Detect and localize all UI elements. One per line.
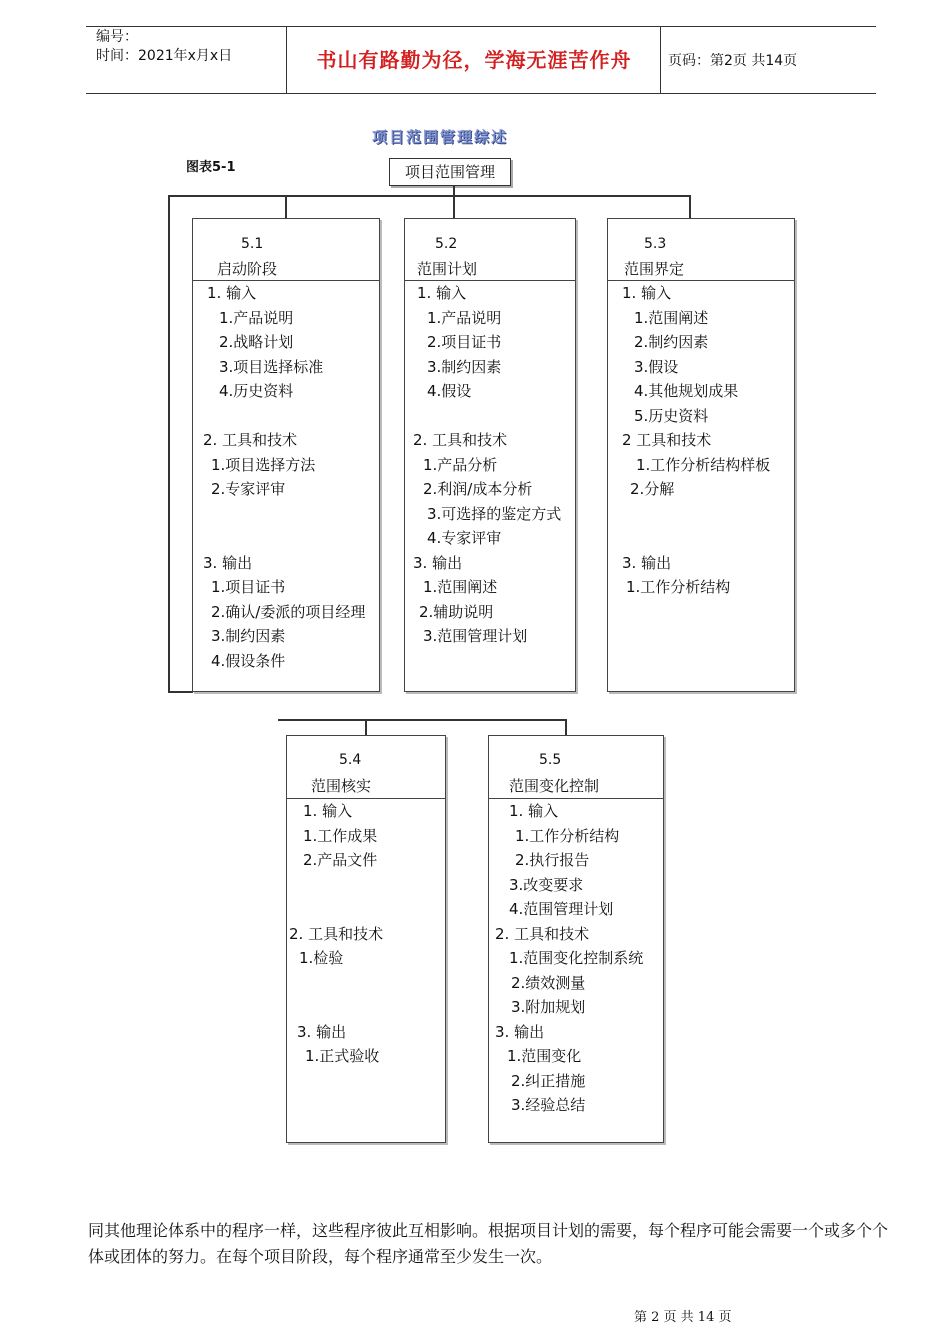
process-box-head <box>489 736 663 799</box>
figure-label: 图表5-1 <box>186 160 236 175</box>
process-number: 5.3 <box>644 236 667 252</box>
list-item: 2.执行报告 <box>515 851 590 869</box>
spacer <box>287 971 383 996</box>
list-item: 1.范围阐述 <box>634 308 709 327</box>
connector-to-5-2 <box>453 195 455 219</box>
connector-to-5-5 <box>565 719 567 736</box>
header-top-rule <box>86 26 876 27</box>
process-body <box>405 281 561 649</box>
process-box-5-2 <box>404 218 576 692</box>
list-item: 3.范围管理计划 <box>423 627 528 645</box>
spacer <box>287 873 383 898</box>
list-item: 2.绩效测量 <box>511 973 586 992</box>
process-name: 范围计划 <box>417 260 478 278</box>
process-box-5-1 <box>192 218 380 692</box>
list-item: 1.工作分析结构 <box>626 578 731 596</box>
connector-top-bar <box>168 195 690 197</box>
list-item: 3. 输出 <box>495 1022 545 1041</box>
connector-left-rail <box>168 195 170 692</box>
list-item: 1. 输入 <box>509 802 559 820</box>
process-body <box>287 799 383 1069</box>
spacer <box>608 502 770 527</box>
connector-to-5-3 <box>689 195 691 219</box>
list-item: 1. 输入 <box>622 284 672 302</box>
list-item: 4.范围管理计划 <box>509 900 614 918</box>
list-item: 1.工作成果 <box>303 826 378 845</box>
process-box-head <box>287 736 445 799</box>
list-item: 1.范围阐述 <box>423 578 498 596</box>
list-item: 2. 工具和技术 <box>413 431 508 449</box>
process-name: 范围变化控制 <box>509 777 600 795</box>
list-item: 1.工作分析结构样板 <box>636 455 771 474</box>
list-item: 1.项目证书 <box>211 578 286 596</box>
time-label: 时间：2021年x月x日 <box>96 48 233 64</box>
list-item: 1.检验 <box>299 949 344 967</box>
list-item: 3.假设 <box>634 357 679 376</box>
list-item: 1.正式验收 <box>305 1047 380 1065</box>
process-name: 范围核实 <box>311 777 372 795</box>
list-item: 5.历史资料 <box>634 406 709 425</box>
process-body <box>489 799 643 1118</box>
number-label: 编号： <box>96 29 138 45</box>
list-item: 2.利润/成本分析 <box>423 480 533 498</box>
spacer <box>287 897 383 922</box>
process-box-5-5 <box>488 735 664 1143</box>
list-item: 3. 输出 <box>413 553 463 572</box>
list-item: 3.经验总结 <box>511 1096 586 1114</box>
process-number: 5.2 <box>435 236 458 252</box>
connector-bottom-bar <box>278 719 566 721</box>
list-item: 2. 工具和技术 <box>289 924 384 943</box>
list-item: 2.制约因素 <box>634 333 709 351</box>
header-meta <box>96 28 232 66</box>
process-body <box>608 281 770 600</box>
body-paragraph: 同其他理论体系中的程序一样，这些程序彼此互相影响。根据项目计划的需要，每个程序可能会需要一个或多个个体或团体的努力。在每个项目阶段，每个程序通常至少发生一次。 <box>88 1221 889 1266</box>
spacer <box>405 404 561 429</box>
list-item: 2.辅助说明 <box>419 602 494 621</box>
process-box-head <box>405 219 575 281</box>
process-name: 范围界定 <box>624 260 685 278</box>
process-box-5-3 <box>607 218 795 692</box>
list-item: 1.项目选择方法 <box>211 455 316 474</box>
connector-to-5-4 <box>365 719 367 736</box>
list-item: 1. 输入 <box>417 284 467 302</box>
list-item: 2.战略计划 <box>219 333 294 351</box>
list-item: 2. 工具和技术 <box>203 431 298 449</box>
header-divider-left <box>286 26 287 93</box>
list-item: 2. 工具和技术 <box>495 924 590 943</box>
list-item: 4.假设条件 <box>211 651 286 670</box>
list-item: 3.可选择的鉴定方式 <box>427 504 562 523</box>
list-item: 2 工具和技术 <box>622 431 712 449</box>
process-box-5-4 <box>286 735 446 1143</box>
list-item: 1.范围变化控制系统 <box>509 949 644 967</box>
diagram-title: 项目范围管理综述 <box>372 128 509 146</box>
list-item: 1.工作分析结构 <box>515 826 620 845</box>
list-item: 1. 输入 <box>303 802 353 820</box>
list-item: 1.产品说明 <box>427 308 502 327</box>
list-item: 3.项目选择标准 <box>219 357 324 376</box>
list-item: 3. 输出 <box>203 553 253 572</box>
spacer <box>193 502 365 527</box>
list-item: 3. 输出 <box>297 1022 347 1041</box>
root-node: 项目范围管理 <box>389 158 511 186</box>
list-item: 1.产品分析 <box>423 455 498 474</box>
connector-left-rail-foot <box>168 691 193 693</box>
list-item: 2.项目证书 <box>427 333 502 351</box>
list-item: 3. 输出 <box>622 553 672 572</box>
list-item: 4.专家评审 <box>427 529 502 547</box>
page-footer: 第 2 页 共 14 页 <box>634 1310 732 1325</box>
list-item: 1.范围变化 <box>507 1047 582 1065</box>
list-item: 1. 输入 <box>207 284 257 302</box>
list-item: 2.专家评审 <box>211 480 286 498</box>
list-item: 2.产品文件 <box>303 851 378 869</box>
process-name: 启动阶段 <box>217 260 278 278</box>
list-item: 4.历史资料 <box>219 382 294 400</box>
process-number: 5.4 <box>339 752 362 768</box>
list-item: 2.分解 <box>630 480 675 498</box>
process-box-head <box>608 219 794 281</box>
list-item: 3.附加规划 <box>511 998 586 1016</box>
list-item: 3.改变要求 <box>509 875 584 894</box>
connector-to-5-1 <box>285 195 287 219</box>
process-number: 5.1 <box>241 236 264 252</box>
list-item: 4.假设 <box>427 382 472 400</box>
list-item: 3.制约因素 <box>427 357 502 376</box>
list-item: 1.产品说明 <box>219 308 294 327</box>
process-number: 5.5 <box>539 752 562 768</box>
header-page-label: 页码：第2页 共14页 <box>668 53 798 69</box>
list-item: 3.制约因素 <box>211 627 286 645</box>
spacer <box>193 526 365 551</box>
spacer <box>287 995 383 1020</box>
header-motto: 书山有路勤为径，学海无涯苦作舟 <box>316 48 632 72</box>
header-divider-right <box>660 26 661 93</box>
list-item: 2.纠正措施 <box>511 1071 586 1090</box>
spacer <box>193 404 365 429</box>
list-item: 2.确认/委派的项目经理 <box>211 602 366 621</box>
header-bottom-rule <box>86 93 876 94</box>
process-box-head <box>193 219 379 281</box>
spacer <box>608 526 770 551</box>
list-item: 4.其他规划成果 <box>634 382 739 400</box>
process-body <box>193 281 365 673</box>
